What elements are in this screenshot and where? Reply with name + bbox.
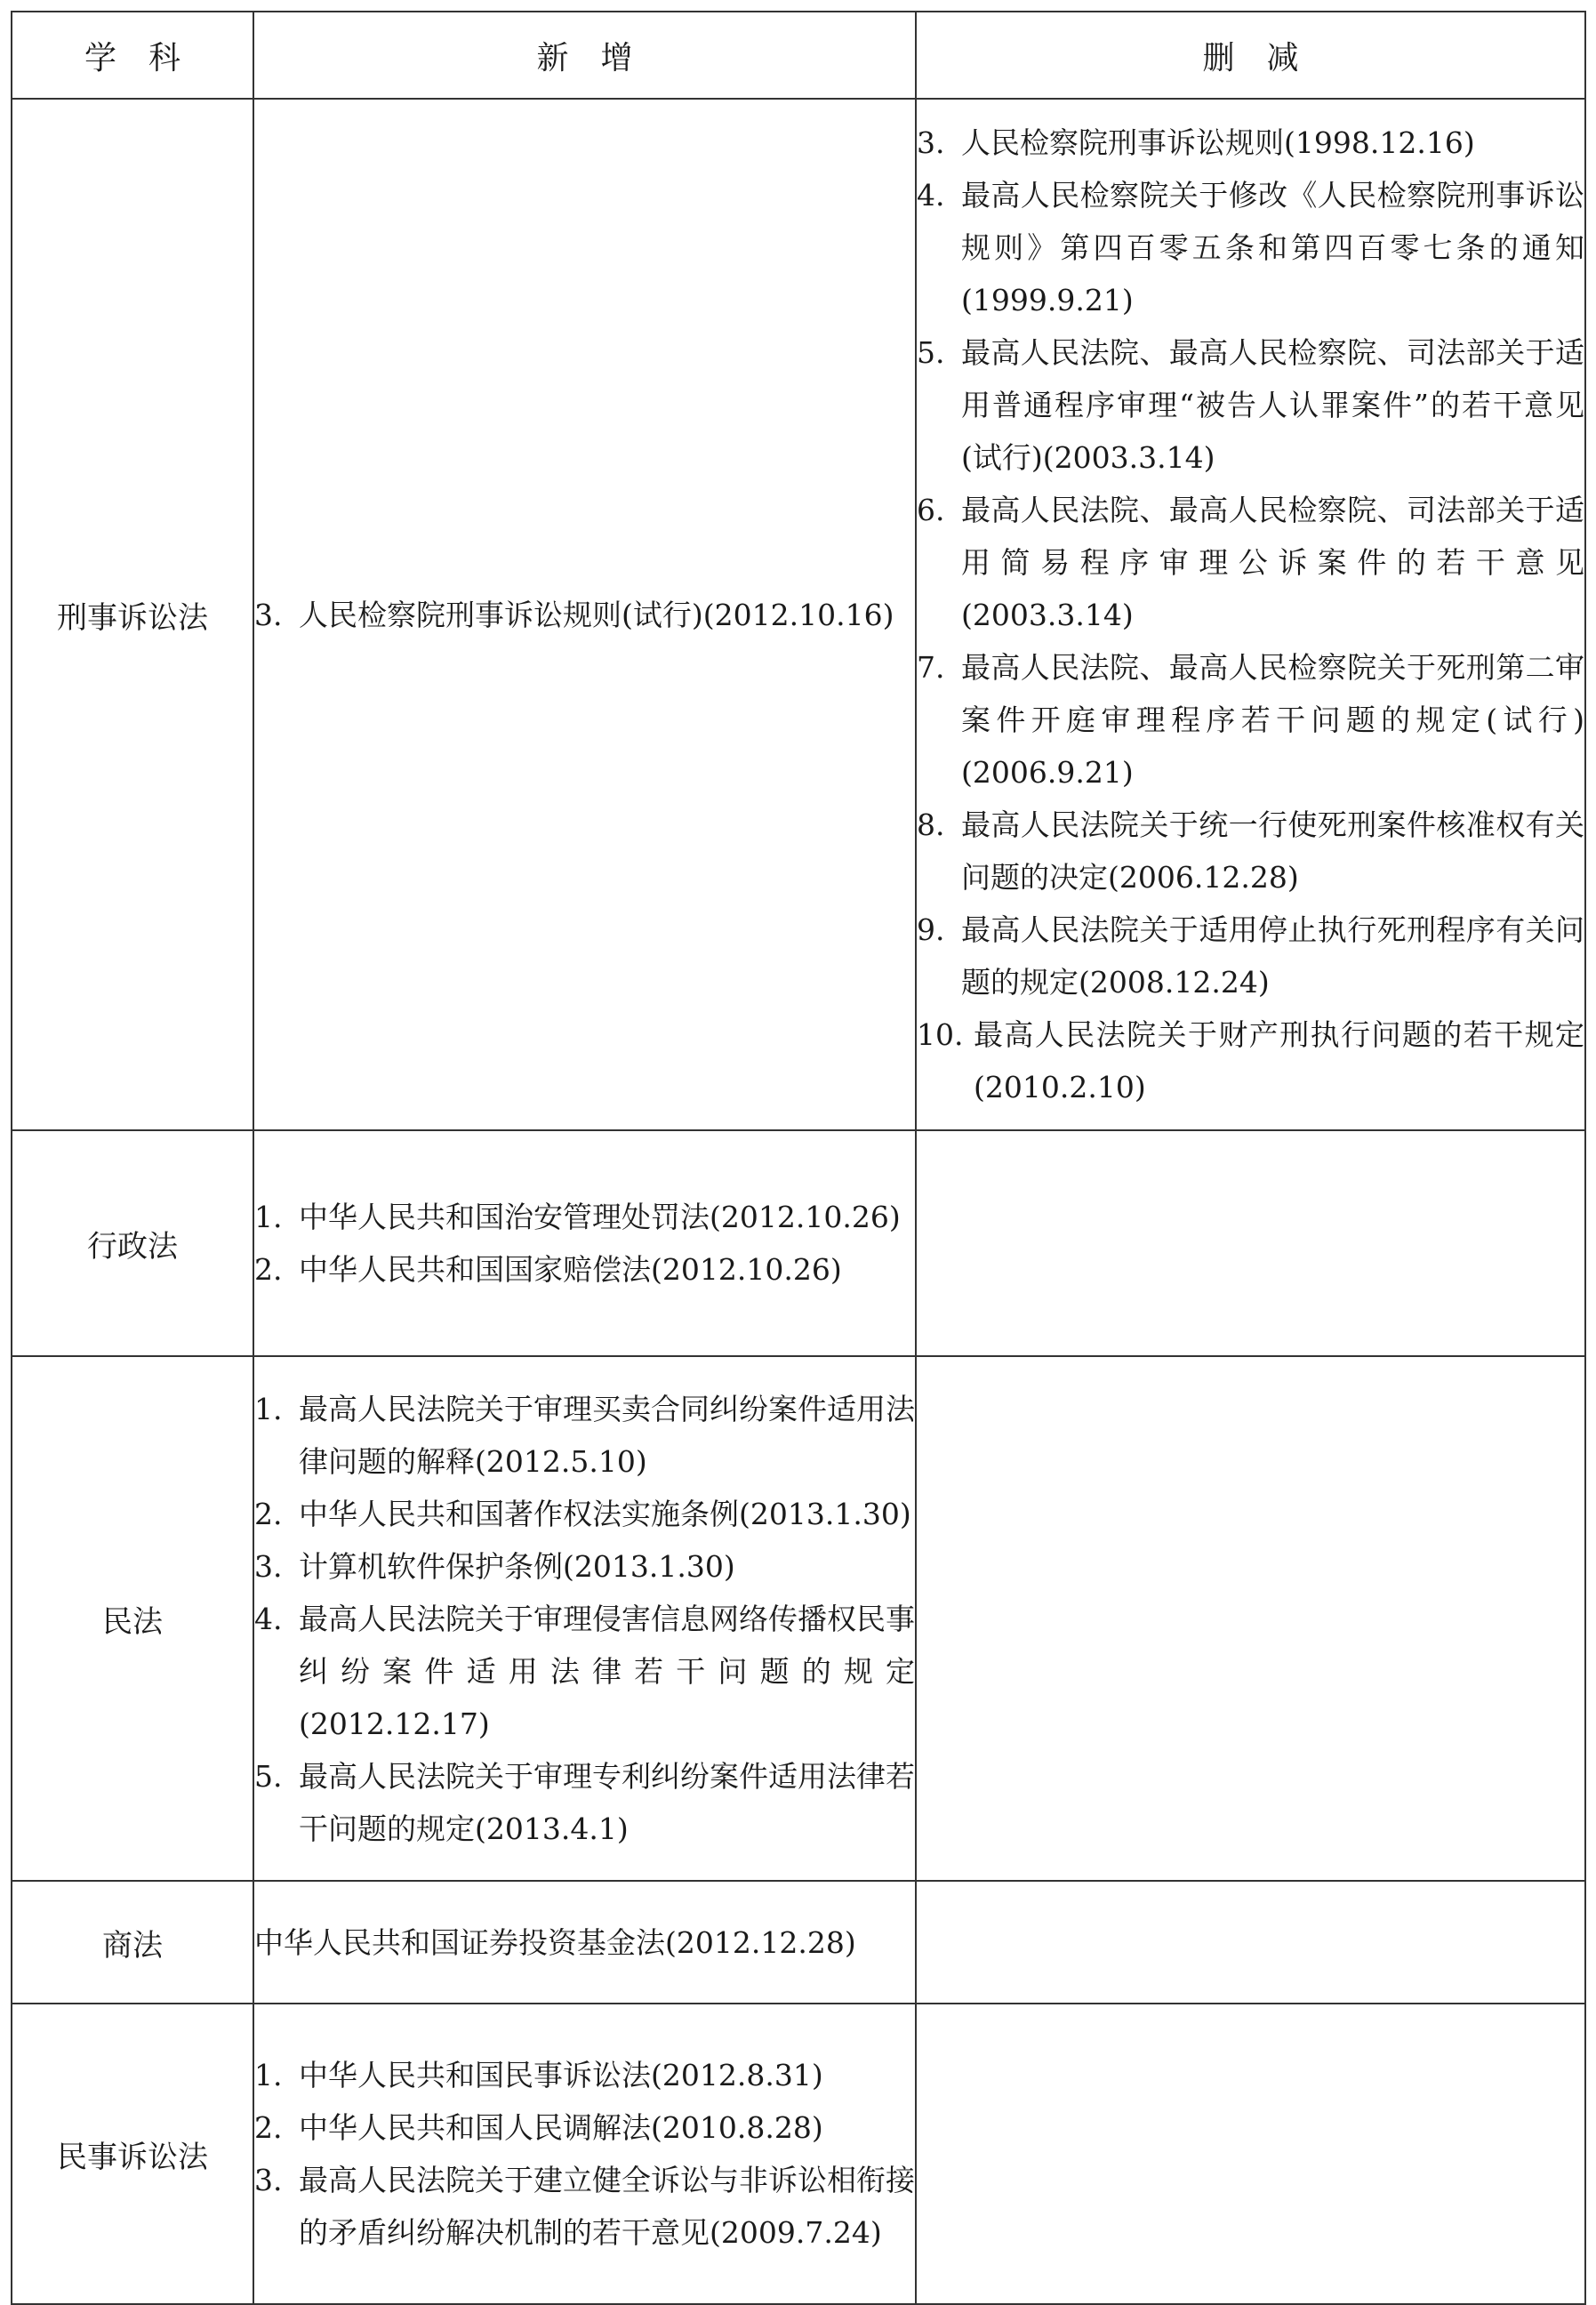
list-item: 5. 最高人民法院、最高人民检察院、司法部关于适用普通程序审理“被告人认罪案件”的若干意见(试行)(2003.3.14) xyxy=(917,334,1584,475)
list-item: 5. 最高人民法院关于审理专利纠纷案件适用法律若干问题的规定(2013.4.1) xyxy=(254,1758,915,1846)
added-cell xyxy=(253,1356,916,1881)
list-item: 2. 中华人民共和国著作权法实施条例(2013.1.30) xyxy=(254,1496,911,1531)
added-cell xyxy=(253,1130,916,1356)
added-cell xyxy=(253,2004,916,2304)
list-item: 6. 最高人民法院、最高人民检察院、司法部关于适用简易程序审理公诉案件的若干意见(2003.3.14) xyxy=(917,492,1584,632)
table-row xyxy=(12,99,1585,1130)
header-removed: 删减 xyxy=(916,12,1585,99)
header-row xyxy=(12,12,1585,99)
added-cell xyxy=(253,1881,916,2004)
table-row xyxy=(12,1881,1585,2004)
list-item: 4. 最高人民法院关于审理侵害信息网络传播权民事纠纷案件适用法律若干问题的规定(2012.12.17) xyxy=(254,1601,915,1741)
list-item: 3. 最高人民法院关于建立健全诉讼与非诉讼相衔接的矛盾纠纷解决机制的若干意见(2009.7.24) xyxy=(254,2163,915,2250)
list-item: 4. 最高人民检察院关于修改《人民检察院刑事诉讼规则》第四百零五条和第四百零七条的通知(1999.9.21) xyxy=(917,177,1584,317)
removed-cell xyxy=(916,2004,1585,2304)
list-item: 3. 计算机软件保护条例(2013.1.30) xyxy=(254,1548,735,1584)
table-row xyxy=(12,2004,1585,2304)
list-item: 1. 最高人民法院关于审理买卖合同纠纷案件适用法律问题的解释(2012.5.10) xyxy=(254,1391,915,1479)
header-added: 新增 xyxy=(253,12,916,99)
list-item: 3. 人民检察院刑事诉讼规则(试行)(2012.10.16) xyxy=(254,597,894,632)
subject-cell: 刑事诉讼法 xyxy=(12,99,253,1130)
list-item: 2. 中华人民共和国人民调解法(2010.8.28) xyxy=(254,2110,823,2145)
added-cell xyxy=(253,99,916,1130)
table-row xyxy=(12,1130,1585,1356)
list-item: 2. 中华人民共和国国家赔偿法(2012.10.26) xyxy=(254,1252,842,1287)
header-subject: 学科 xyxy=(12,12,253,99)
list-item: 1. 中华人民共和国民事诉讼法(2012.8.31) xyxy=(254,2058,823,2092)
list-item: 3. 人民检察院刑事诉讼规则(1998.12.16) xyxy=(917,124,1475,160)
removed-cell xyxy=(916,1881,1585,2004)
added-text: 中华人民共和国证券投资基金法(2012.12.28) xyxy=(254,1924,856,1960)
subject-cell: 商法 xyxy=(12,1881,253,2004)
removed-cell xyxy=(916,1356,1585,1881)
subject-cell: 行政法 xyxy=(12,1130,253,1356)
list-item: 8. 最高人民法院关于统一行使死刑案件核准权有关问题的决定(2006.12.28) xyxy=(917,807,1584,895)
list-item: 7. 最高人民法院、最高人民检察院关于死刑第二审案件开庭审理程序若干问题的规定(试行)(2006.9.21) xyxy=(917,649,1584,790)
subject-cell: 民法 xyxy=(12,1356,253,1881)
table-row xyxy=(12,1356,1585,1881)
removed-cell xyxy=(916,99,1585,1130)
list-item: 9. 最高人民法院关于适用停止执行死刑程序有关问题的规定(2008.12.24) xyxy=(917,912,1584,1000)
law-changes-table xyxy=(11,11,1586,2305)
list-item: 1. 中华人民共和国治安管理处罚法(2012.10.26) xyxy=(254,1200,901,1234)
list-item: 10. 最高人民法院关于财产刑执行问题的若干规定(2010.2.10) xyxy=(917,1016,1584,1104)
subject-cell: 民事诉讼法 xyxy=(12,2004,253,2304)
removed-cell xyxy=(916,1130,1585,1356)
